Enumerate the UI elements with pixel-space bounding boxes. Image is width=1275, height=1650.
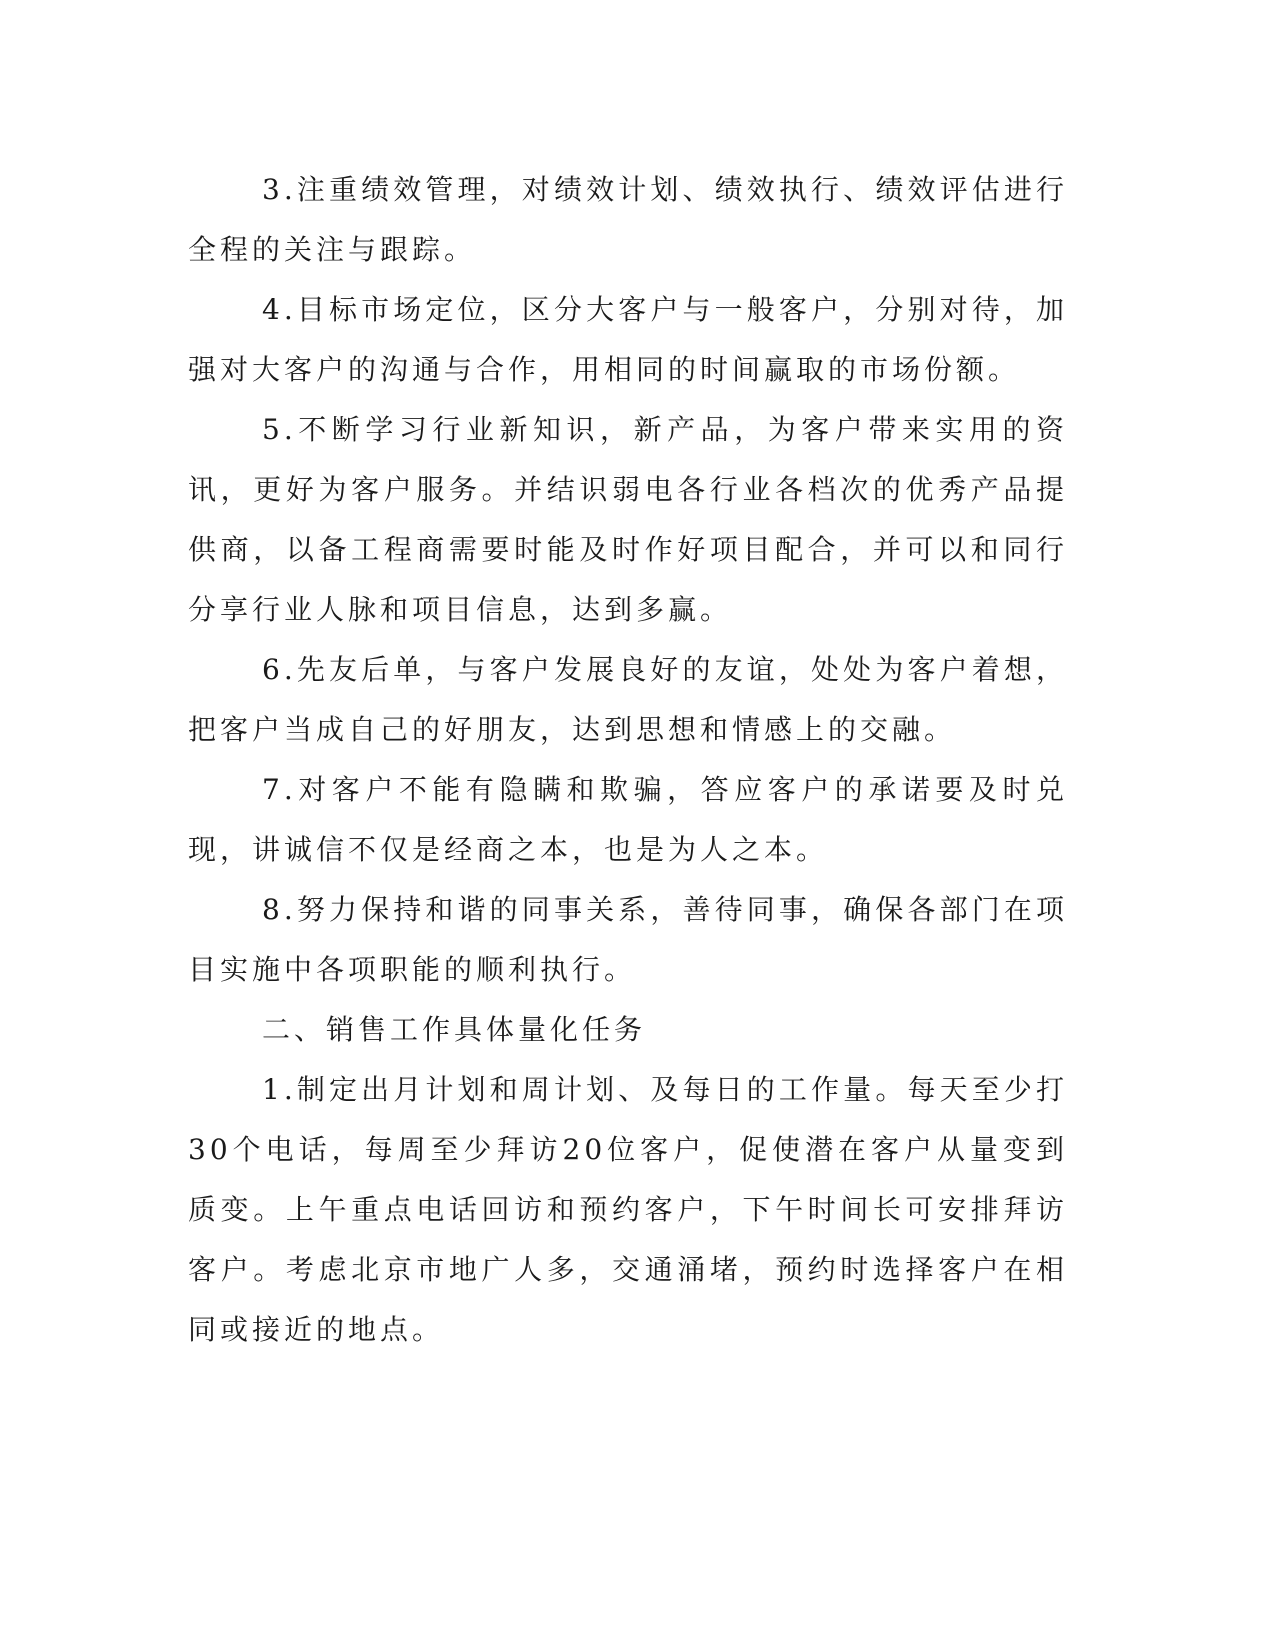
paragraph-item-4: 4.目标市场定位，区分大客户与一般客户，分别对待，加强对大客户的沟通与合作，用相同的时间赢取的市场份额。 xyxy=(188,293,1068,386)
document-body xyxy=(188,160,1068,1360)
paragraph-item-8: 8.努力保持和谐的同事关系，善待同事，确保各部门在项目实施中各项职能的顺利执行。 xyxy=(188,893,1068,986)
paragraph-item-7: 7.对客户不能有隐瞒和欺骗，答应客户的承诺要及时兑现，讲诚信不仅是经商之本，也是为人之本。 xyxy=(188,773,1068,866)
paragraph-item-6: 6.先友后单，与客户发展良好的友谊，处处为客户着想，把客户当成自己的好朋友，达到思想和情感上的交融。 xyxy=(188,653,1068,746)
section-heading: 二、销售工作具体量化任务 xyxy=(262,1013,647,1046)
paragraph-item-5: 5.不断学习行业新知识，新产品，为客户带来实用的资讯，更好为客户服务。并结识弱电各行业各档次的优秀产品提供商，以备工程商需要时能及时作好项目配合，并可以和同行分享行业人脉和项目信息，达到多赢。 xyxy=(188,413,1068,626)
paragraph-item-3: 3.注重绩效管理，对绩效计划、绩效执行、绩效评估进行全程的关注与跟踪。 xyxy=(188,173,1068,266)
paragraph-task-1: 1.制定出月计划和周计划、及每日的工作量。每天至少打30个电话，每周至少拜访20位客户，促使潜在客户从量变到质变。上午重点电话回访和预约客户，下午时间长可安排拜访客户。考虑北京市地广人多，交通涌堵，预约时选择客户在相同或接近的地点。 xyxy=(188,1073,1068,1346)
